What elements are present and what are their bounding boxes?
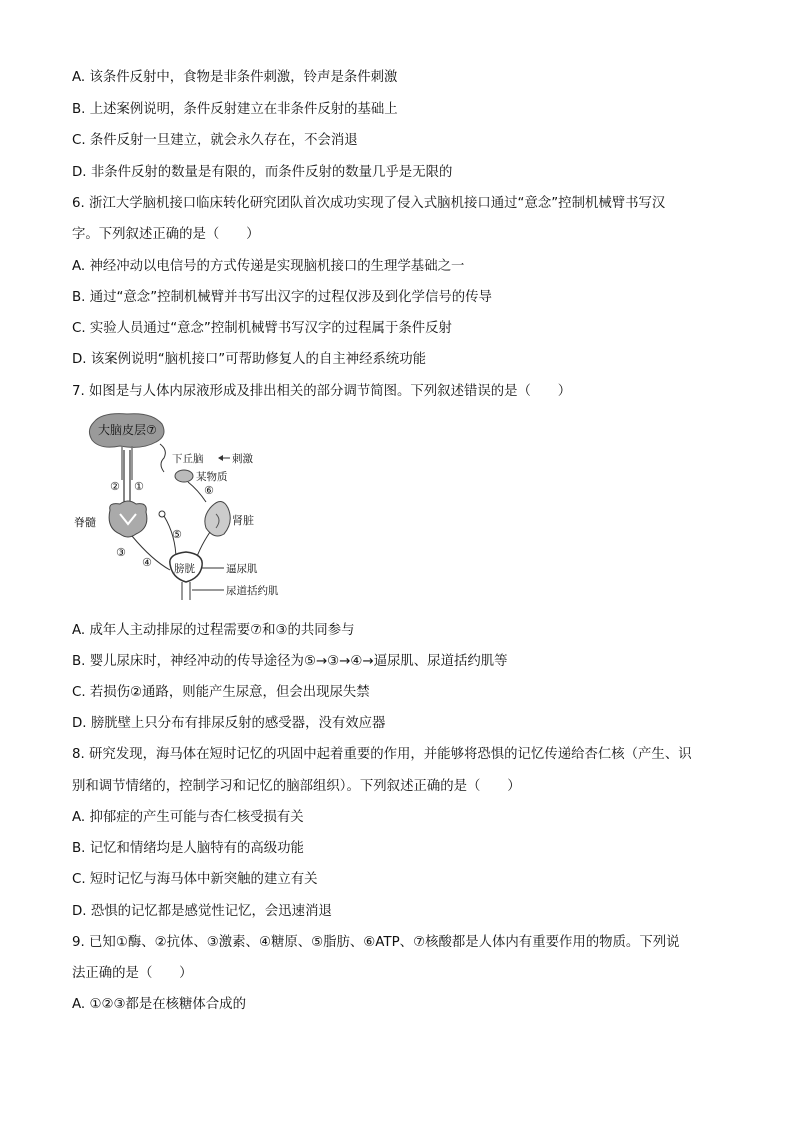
q6-option-b: B. 通过“意念”控制机械臂并书写出汉字的过程仅涉及到化学信号的传导 xyxy=(72,290,492,305)
spinal-cord-label: 脊髓 xyxy=(74,516,96,529)
cerebral-cortex-label: 大脑皮层⑦ xyxy=(98,423,157,437)
q7-option-c: C. 若损伤②通路，则能产生尿意，但会出现尿失禁 xyxy=(72,685,370,700)
q6-option-a: A. 神经冲动以电信号的方式传递是实现脑机接口的生理学基础之一 xyxy=(72,259,465,274)
q5-option-b: B. 上述案例说明，条件反射建立在非条件反射的基础上 xyxy=(72,102,398,117)
q5-option-d: D. 非条件反射的数量是有限的，而条件反射的数量几乎是无限的 xyxy=(72,165,453,180)
q7-option-b: B. 婴儿尿床时，神经冲动的传导途径为⑤→③→④→逼尿肌、尿道括约肌等 xyxy=(72,654,508,669)
stimulus-label: 刺激 xyxy=(232,453,253,465)
kidney-shape xyxy=(205,501,230,536)
q8-option-b: B. 记忆和情绪均是人脑特有的高级功能 xyxy=(72,841,304,856)
q6-option-d: D. 该案例说明“脑机接口”可帮助修复人的自主神经系统功能 xyxy=(72,352,427,367)
hypothalamus-link xyxy=(160,444,165,472)
q9-stem-line1: 9. 已知①酶、②抗体、③激素、④糖原、⑤脂肪、⑥ATP、⑦核酸都是人体内有重要作用的物质。下列说 xyxy=(72,935,680,950)
pathway-1-label: ① xyxy=(134,480,144,493)
q5-option-a: A. 该条件反射中，食物是非条件刺激，铃声是条件刺激 xyxy=(72,70,398,85)
pathway-3-label: ③ xyxy=(116,546,126,559)
q7-stem: 7. 如图是与人体内尿液形成及排出相关的部分调节简图。下列叙述错误的是（ ） xyxy=(72,384,572,399)
q9-stem-line2: 法正确的是（ ） xyxy=(72,966,193,981)
stimulus-arrowhead xyxy=(218,455,223,461)
q7-option-a: A. 成年人主动排尿的过程需要⑦和③的共同参与 xyxy=(72,623,355,638)
q9-option-a: A. ①②③都是在核糖体合成的 xyxy=(72,997,246,1012)
pituitary-shape xyxy=(175,470,193,482)
pathway-5-label: ⑤ xyxy=(172,528,182,541)
q6-stem-line2: 字。下列叙述正确的是（ ） xyxy=(72,227,260,242)
kidney-label: 肾脏 xyxy=(232,514,254,527)
substance-label: 某物质 xyxy=(196,471,228,483)
hypothalamus-label: 下丘脑 xyxy=(172,453,204,465)
bladder-label: 膀胱 xyxy=(174,563,195,575)
pathway-6-label: ⑥ xyxy=(204,484,214,497)
q8-option-c: C. 短时记忆与海马体中新突触的建立有关 xyxy=(72,872,318,887)
q7-option-d: D. 膀胱壁上只分布有排尿反射的感受器，没有效应器 xyxy=(72,716,386,731)
spinal-cord-shape xyxy=(109,501,147,537)
sphincter-label: 尿道括约肌 xyxy=(226,585,279,597)
q5-option-c: C. 条件反射一旦建立，就会永久存在，不会消退 xyxy=(72,133,358,148)
q8-option-d: D. 恐惧的记忆都是感觉性记忆，会迅速消退 xyxy=(72,904,332,919)
pathway-4-label: ④ xyxy=(142,556,152,569)
q8-option-a: A. 抑郁症的产生可能与杏仁核受损有关 xyxy=(72,810,304,825)
detrusor-label: 逼尿肌 xyxy=(226,563,258,575)
q8-stem-line1: 8. 研究发现，海马体在短时记忆的巩固中起着重要的作用，并能够将恐惧的记忆传递给杏仁核（产生、识 xyxy=(72,747,692,762)
q6-option-c: C. 实验人员通过“意念”控制机械臂书写汉字的过程属于条件反射 xyxy=(72,321,452,336)
q8-stem-line2: 别和调节情绪的，控制学习和记忆的脑部组织）。下列叙述正确的是（ ） xyxy=(72,779,521,794)
urethra-shape xyxy=(182,582,190,600)
q6-stem-line1: 6. 浙江大学脑机接口临床转化研究团队首次成功实现了侵入式脑机接口通过“意念”控制机械臂书写汉 xyxy=(72,196,666,211)
urination-regulation-diagram xyxy=(72,410,302,610)
pathway-2-label: ② xyxy=(110,480,120,493)
